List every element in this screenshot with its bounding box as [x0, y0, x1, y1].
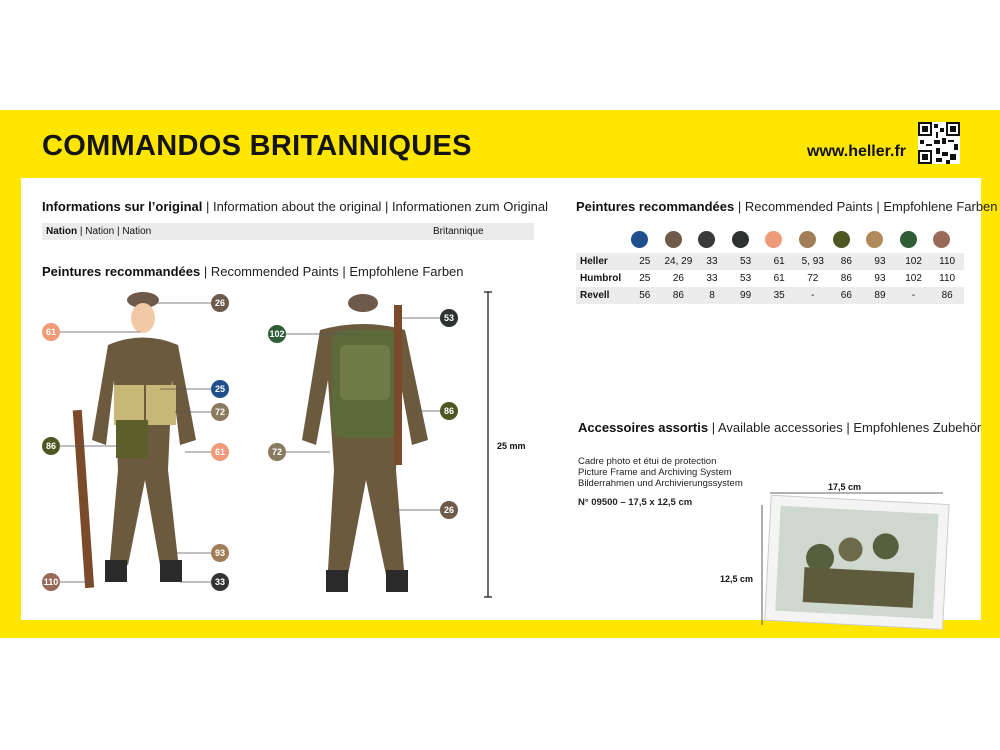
paints-heading-left: Peintures recommandées | Recommended Paints | Empfohlene Farben [42, 264, 464, 279]
frame-width-label: 17,5 cm [828, 482, 862, 492]
paint-callout-badge: 72 [211, 403, 229, 421]
table-row: Heller 25 24, 29 33 53 61 5, 93 86 93 102 110 [576, 253, 964, 270]
frame-height-label: 12,5 cm [720, 574, 754, 584]
paint-callout-badge: 93 [211, 544, 229, 562]
paint-callout-badge: 26 [211, 294, 229, 312]
scale-label: 25 mm [497, 441, 526, 451]
paint-callout-badge: 26 [440, 501, 458, 519]
paint-callout-badge: 86 [42, 437, 60, 455]
paint-callout-badge: 110 [42, 573, 60, 591]
accessories-heading: Accessoires assortis | Available accessories | Empfohlenes Zubehör [578, 420, 982, 435]
paints-heading-right: Peintures recommandées | Recommended Paints | Empfohlene Farben [576, 199, 998, 214]
paint-callout-badge: 53 [440, 309, 458, 327]
paint-callout-badge: 25 [211, 380, 229, 398]
nation-value: Britannique [433, 226, 484, 237]
nation-label: Nation [46, 226, 78, 237]
accessory-line: Cadre photo et étui de protection [578, 456, 717, 467]
accessory-reference: N° 09500 – 17,5 x 12,5 cm [578, 497, 693, 508]
page-title: COMMANDOS BRITANNIQUES [42, 130, 472, 162]
info-heading: Informations sur l’original | Information about the original | Informationen zum Original [42, 199, 549, 214]
nation-row: Nation | Nation | Nation Britannique [42, 223, 534, 240]
paint-callout-badge: 86 [440, 402, 458, 420]
table-row: Revell 56 86 8 99 35 - 66 89 - 86 [576, 287, 964, 304]
paint-callout-badge: 102 [268, 325, 286, 343]
paint-callout-badge: 61 [211, 443, 229, 461]
website-link[interactable]: www.heller.fr [807, 143, 906, 160]
paint-callout-badge: 72 [268, 443, 286, 461]
accessory-line: Picture Frame and Archiving System [578, 467, 732, 478]
table-row: Humbrol 25 26 33 53 61 72 86 93 102 110 [580, 273, 956, 284]
paint-callout-badge: 61 [42, 323, 60, 341]
accessory-line: Bilderrahmen und Archivierungssystem [578, 478, 743, 489]
paint-callout-badge: 33 [211, 573, 229, 591]
